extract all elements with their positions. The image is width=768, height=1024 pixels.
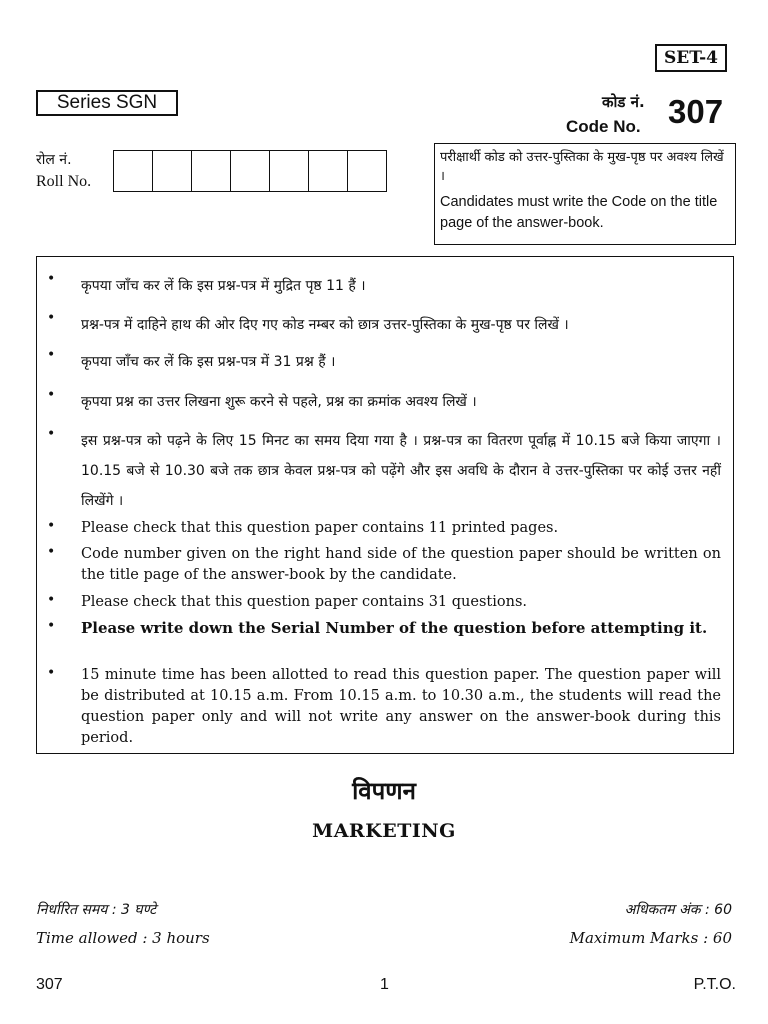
roll-label-hindi: रोल नं. [36,152,72,168]
instruction-text-english: Code number given on the right hand side of the question paper should be written on the title page of the answer-book by the candidate. [81,546,721,583]
set-label: SET-4 [655,44,727,72]
code-notice-english: Candidates must write the Code on the title page of the answer-book. [440,194,718,231]
roll-number-cell[interactable] [270,151,309,191]
roll-number-cell[interactable] [153,151,192,191]
roll-label-english: Roll No. [36,173,92,190]
instruction-text-hindi: कृपया प्रश्न का उत्तर लिखना शुरू करने से पहले, प्रश्न का क्रमांक अवश्य लिखें । [81,394,477,410]
roll-number-cell[interactable] [309,151,348,191]
code-label-hindi: कोड नं. [602,93,645,111]
subject-title-english: MARKETING [312,820,456,842]
instruction-text-hindi: प्रश्न-पत्र में दाहिने हाथ की ओर दिए गए कोड नम्बर को छात्र उत्तर-पुस्तिका के मुख-पृष्ठ पर लिखें । [81,317,569,333]
footer-code: 307 [36,976,63,993]
maximum-marks-hindi: अधिकतम अंक : 60 [624,902,732,918]
instruction-item: • Please check that this question paper contains 31 questions. [47,592,721,613]
instruction-item: • Please write down the Serial Number of the question before attempting it. [47,618,721,639]
instruction-item: • कृपया प्रश्न का उत्तर लिखना शुरू करने से पहले, प्रश्न का क्रमांक अवश्य लिखें । [47,387,721,417]
instruction-item: • Code number given on the right hand side of the question paper should be written on the title page of the answer-book by the candidate. [47,544,721,586]
instruction-text-english: 15 minute time has been allotted to read this question paper. The question paper will be distributed at 10.15 a.m. From 10.15 a.m. to 10.30 a.m., the students will read the question paper only and will not write any answer on the answer-book during this period. [81,667,721,746]
instruction-item: • कृपया जाँच कर लें कि इस प्रश्न-पत्र में मुद्रित पृष्ठ 11 हैं । [47,271,721,301]
instruction-text-hindi: कृपया जाँच कर लें कि इस प्रश्न-पत्र में 31 प्रश्न हैं । [81,354,336,370]
instruction-text-hindi: कृपया जाँच कर लें कि इस प्रश्न-पत्र में मुद्रित पृष्ठ 11 हैं । [81,278,366,294]
instructions-box [36,256,734,754]
instruction-item: • इस प्रश्न-पत्र को पढ़ने के लिए 15 मिनट का समय दिया गया है । प्रश्न-पत्र का वितरण पूर्वाह्न में 10.15 बजे किया जाएगा । 10.15 बजे से 10.30 बजे तक छात्र केवल प्रश्न-पत्र को पढ़ेंगे और इस अवधि के दौरान वे उत्तर-पुस्तिका पर कोई उत्तर नहीं लिखेंगे । [47,426,721,516]
pto-label: P.T.O. [693,976,736,993]
instruction-item: • Please check that this question paper contains 11 printed pages. [47,518,721,539]
roll-number-cell[interactable] [231,151,270,191]
instruction-item: • प्रश्न-पत्र में दाहिने हाथ की ओर दिए गए कोड नम्बर को छात्र उत्तर-पुस्तिका के मुख-पृष्ठ पर लिखें । [47,310,721,340]
code-notice-hindi: परीक्षार्थी कोड को उत्तर-पुस्तिका के मुख-पृष्ठ पर अवश्य लिखें । [440,150,724,184]
subject-title-hindi: विपणन [352,777,416,805]
code-number: 307 [668,93,724,130]
roll-number-cell[interactable] [114,151,153,191]
instruction-text-hindi: इस प्रश्न-पत्र को पढ़ने के लिए 15 मिनट का समय दिया गया है । प्रश्न-पत्र का वितरण पूर्वाह्न में 10.15 बजे किया जाएगा । 10.15 बजे से 10.30 बजे तक छात्र केवल प्रश्न-पत्र को पढ़ेंगे और इस अवधि के दौरान वे उत्तर-पुस्तिका पर कोई उत्तर नहीं लिखेंगे । [81,433,721,509]
page-number: 1 [380,976,389,993]
instruction-text-english: Please check that this question paper contains 31 questions. [81,594,527,610]
code-notice-box [434,143,736,245]
roll-number-cell[interactable] [192,151,231,191]
roll-number-grid[interactable] [113,150,387,192]
instruction-text-english: Please write down the Serial Number of the question before attempting it. [81,619,708,637]
instruction-text-english: Please check that this question paper contains 11 printed pages. [81,520,559,536]
maximum-marks-english: Maximum Marks : 60 [569,929,732,947]
series-label: Series SGN [36,90,178,116]
roll-number-cell[interactable] [348,151,387,191]
instruction-item: • 15 minute time has been allotted to read this question paper. The question paper will be distributed at 10.15 a.m. From 10.15 a.m. to 10.30 a.m., the students will read the question paper only and will not write any answer on the answer-book during this period. [47,665,721,749]
time-allowed-hindi: निर्धारित समय : 3 घण्टे [36,902,157,918]
instruction-item: • कृपया जाँच कर लें कि इस प्रश्न-पत्र में 31 प्रश्न हैं । [47,347,721,377]
code-label-english: Code No. [566,117,641,136]
time-allowed-english: Time allowed : 3 hours [36,929,210,947]
